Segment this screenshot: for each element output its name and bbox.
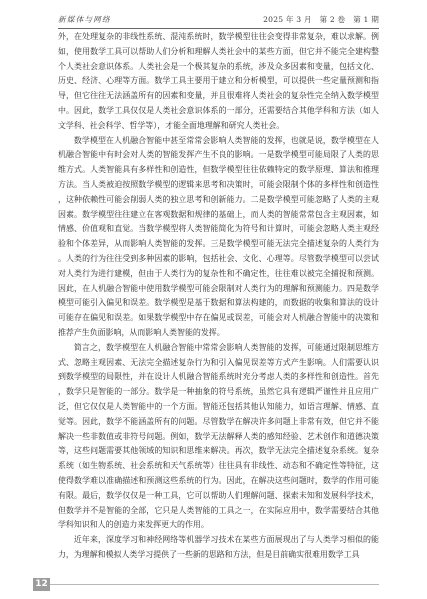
footer-divider <box>50 584 379 585</box>
paragraph-3: 简言之，数学模型在人机融合智能中常常会影响人类智能的发挥，可能通过限制思维方式、忽略主观因素、无法完全描述复杂行为和引入偏见误差等方式产生影响。人们需要认识到数学模型的局限性，并在设计人机融合智能系统时充分考虑人类的多样性和创造性。首先，数学只是智能的一部分。数学是一种抽象的符号系统，虽然它具有逻辑严谨性并且应用广泛，但它仅仅是人类智能中的一个方面。智能还包括其他认知能力，如语言理解、情感、直觉等。因此，数学不能涵盖所有的问题。尽管数学在解决许多问题上非常有效，但它并不能解决一些非数值或非符号问题。例如，数学无法解释人类的感知经验、艺术创作和道德决策等，这些问题需要其他领域的知识和思维来解决。再次，数学无法完全描述复杂系统。复杂系统（如生物系统、社会系统和天气系统等）往往具有非线性、动态和不确定性等特征，这使得数学难以准确描述和预测这些系统的行为。因此，在解决这些问题时，数学的作用可能有限。最后，数学仅仅是一种工具，它可以帮助人们理解问题、探索未知和发展科学技术，但数学并不是智能的全部，它只是人类智能的工具之一，在实际应用中，数学需要结合其他学科知识和人的创造力来发挥更大的作用。 <box>58 342 379 530</box>
issue-info: 2025 年 3 月 第 2 卷 第 1 期 <box>263 14 379 24</box>
page-number: 12 <box>33 578 50 591</box>
running-header <box>58 11 379 27</box>
page-footer <box>0 575 427 595</box>
header-divider <box>58 28 379 29</box>
paragraph-1: 外，在处理复杂的非线性系统、混沌系统时，数学模型往往会变得非常复杂，难以求解。例如，使用数学工具可以帮助人们分析和理解人类社会中的某些方面，但它并不能完全建构整个人类社会意识体系。人类社会是一个极其复杂的系统，涉及众多因素和变量，包括文化、历史、经济、心理等方面。数学工具主要用于建立和分析模型，可以提供一些定量预测和指导，但它往往无法涵盖所有的因素和变量，并且很难将人类社会的复杂性完全纳入数学模型中。因此，数学工具仅仅是人类社会意识体系的一部分，还需要结合其他学科和方法（如人文学科、社会科学、哲学等），才能全面地理解和研究人类社会。 <box>58 32 379 130</box>
journal-title: 新媒体与网络 <box>58 14 111 24</box>
paragraph-2: 数学模型在人机融合智能中甚至常常会影响人类智能的发挥，也就是说，数学模型在人机融合智能中有时会对人类的智能发挥产生不良的影响。一是数学模型可能局限了人类的思维方式。人类智能具有多样性和创造性，但数学模型往往依赖特定的数学原理、算法和推理方法。当人类被迫按照数学模型的逻辑来思考和决策时，可能会限制个体的多样性和创造性，这种依赖性可能会削弱人类的独立思考和创新能力。二是数学模型可能忽略了人类的主观因素。数学模型往往建立在客观数据和规律的基础上，而人类的智能常常包含主观因素，如情感、价值观和直觉。当数学模型将人类智能简化为符号和计算时，可能会忽略人类主观经验和个体差异，从而影响人类智能的发挥。三是数学模型可能无法完全描述复杂的人类行为。人类的行为往往受到多种因素的影响，包括社会、文化、心理等。尽管数学模型可以尝试对人类行为进行建模，但由于人类行为的复杂性和不确定性，往往难以被完全捕捉和预测。因此，在人机融合智能中使用数学模型可能会限制对人类行为的理解和预测能力。四是数学模型可能引入偏见和误差。数学模型是基于数据和算法构建的，而数据的收集和算法的设计可能存在偏见和误差。如果数学模型中存在偏见或误差，可能会对人机融合智能中的决策和推荐产生负面影响，从而影响人类智能的发挥。 <box>58 135 379 337</box>
paragraph-4: 近年来，深度学习和神经网络等机器学习技术在某些方面展现出了与人类学习相似的能力，为理解和模拟人类学习提供了一些新的思路和方法，但是目前确实很难用数学工具 <box>58 535 379 559</box>
article-body <box>58 30 379 563</box>
